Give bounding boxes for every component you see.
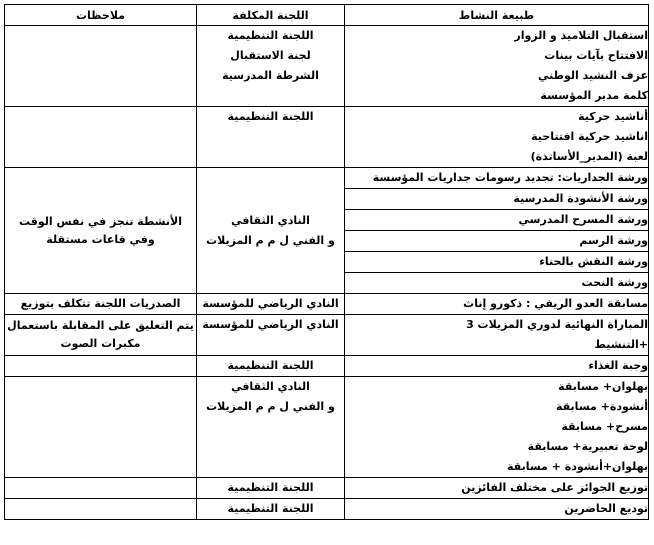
activity-line: بهلوان+أنشودة + مسابقة <box>506 460 648 473</box>
committee-line: اللجنة التنظيمية <box>227 29 314 42</box>
header-row <box>5 5 649 26</box>
committee-cell <box>197 315 345 356</box>
committee-cell: اللجنة التنظيمية <box>197 356 345 377</box>
committee-cell <box>197 107 345 168</box>
activity-cell <box>345 26 649 107</box>
notes-cell <box>5 377 197 478</box>
activity-cell: مسابقة العدو الريفي : ذكورو إناث <box>345 294 649 315</box>
notes-cell <box>5 499 197 520</box>
table-row <box>5 168 649 189</box>
table-row <box>5 377 649 478</box>
committee-cell <box>197 377 345 478</box>
workshop-cell: ورشة الأنشودة المدرسية <box>345 189 649 210</box>
workshop-cell: ورشة الجداريات: تجديد رسومات جداريات المؤسسة <box>345 168 649 189</box>
committee-line: النادي الرياضي للمؤسسة <box>202 318 339 331</box>
activity-cell <box>345 377 649 478</box>
notes-cell: الصدريات اللجنة تتكلف بتوزيع <box>5 294 197 315</box>
activity-line: استقبال التلاميذ و الزوار <box>514 29 648 42</box>
notes-cell <box>5 478 197 499</box>
notes-cell <box>5 356 197 377</box>
committee-cell: اللجنة التنظيمية <box>197 478 345 499</box>
activity-cell: توديع الحاضرين <box>345 499 649 520</box>
activity-line: بهلوان+ مسابقة <box>558 380 648 393</box>
header-notes: ملاحظات <box>5 5 197 26</box>
notes-cell <box>5 107 197 168</box>
committee-line: و الفني ل م م المزيلات <box>206 233 335 247</box>
table-row <box>5 107 649 168</box>
activity-line: +التنشيط <box>594 338 648 351</box>
activity-line: لوحة تعبيرية+ مسابقة <box>527 440 648 453</box>
activities-table <box>4 4 649 520</box>
notes-cell <box>5 26 197 107</box>
committee-cell <box>197 168 345 294</box>
table-row <box>5 315 649 356</box>
activity-line: اناشيد حركية افتتاحية <box>531 130 648 143</box>
workshop-cell: ورشة الرسم <box>345 231 649 252</box>
notes-cell: الأنشطة تنجز في نفس الوقت وفي قاعات مستقلة <box>5 168 197 294</box>
activity-line: المباراة النهائية لدوري المزيلات 3 <box>466 318 648 331</box>
committee-line: النادي الثقافي <box>231 380 310 393</box>
activity-cell <box>345 315 649 356</box>
table-row <box>5 356 649 377</box>
committee-line: الشرطة المدرسية <box>222 69 319 82</box>
table-row <box>5 478 649 499</box>
table-row <box>5 499 649 520</box>
activity-cell: توزيع الجوائز على مختلف الفائزين <box>345 478 649 499</box>
activity-line: كلمة مدير المؤسسة <box>540 89 648 102</box>
table-row <box>5 294 649 315</box>
workshop-cell: ورشة المسرح المدرسي <box>345 210 649 231</box>
committee-cell: اللجنة التنظيمية <box>197 499 345 520</box>
table-row <box>5 26 649 107</box>
activity-line: لعبة (المدير_الأساتذة) <box>530 150 648 163</box>
committee-cell: النادي الرياضي للمؤسسة <box>197 294 345 315</box>
committee-line: لجنة الاستقبال <box>230 49 311 62</box>
workshop-cell: ورشة النحت <box>345 273 649 294</box>
activity-line: عزف النشيد الوطني <box>538 69 648 82</box>
activity-cell <box>345 107 649 168</box>
committee-line: اللجنة التنظيمية <box>227 110 314 123</box>
activity-line: أناشيد حركية <box>578 110 648 123</box>
activity-line: مسرح+ مسابقة <box>561 420 648 433</box>
committee-cell <box>197 26 345 107</box>
notes-cell: يتم التعليق على المقابلة باستعمال مكبرات الصوت <box>5 315 197 356</box>
committee-line: و الفني ل م م المزيلات <box>206 400 335 413</box>
activity-line: أنشودة+ مسابقة <box>555 400 648 413</box>
header-committee: اللجنة المكلفة <box>197 5 345 26</box>
workshop-cell: ورشة النقش بالحناء <box>345 252 649 273</box>
header-activity: طبيعة النشاط <box>345 5 649 26</box>
committee-line: النادي الثقافي <box>231 213 310 227</box>
activity-line: الافتتاح بآيات بينات <box>544 49 648 62</box>
activity-cell: وجبة الغذاء <box>345 356 649 377</box>
